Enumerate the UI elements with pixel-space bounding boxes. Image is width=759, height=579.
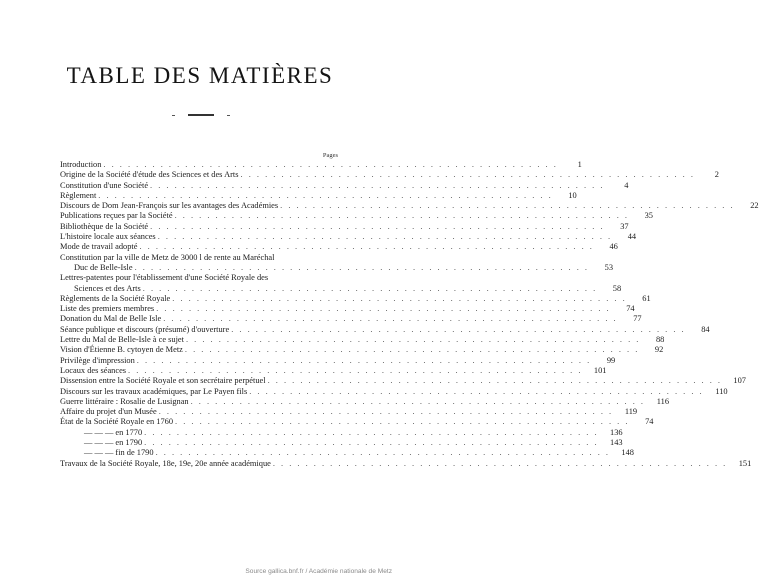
toc-leader-dots <box>137 242 593 252</box>
toc-leader-dots <box>239 170 695 180</box>
toc-entry <box>60 221 629 232</box>
toc-entry-label: Sciences et des Arts <box>74 283 141 293</box>
toc-entry-label: Discours sur les travaux académiques, par Le Payen fils <box>60 386 248 396</box>
toc-entry <box>60 396 670 407</box>
toc-entry-label: Privilège d'impression <box>60 355 135 365</box>
toc-entry-label: Discours de Dom Jean-François sur les avantages des Académies <box>60 201 279 211</box>
toc-entry-page: 92 <box>654 345 664 355</box>
toc-entry <box>60 180 629 191</box>
toc-entry-label: Lettre du Mal de Belle-Isle à ce sujet <box>60 335 184 345</box>
toc-leader-dots <box>278 201 734 211</box>
toc-entry-label: Lettres-patentes pour l'établissement d'une Société Royale des <box>60 273 269 283</box>
toc-entry-page: 1 <box>577 160 582 169</box>
toc-entry-page: 88 <box>655 335 665 345</box>
toc-entry-label: Règlement <box>60 190 97 200</box>
toc-entry-page: 99 <box>606 355 616 365</box>
toc-entry-page: 101 <box>593 365 607 375</box>
ornament-dot-right <box>227 115 230 116</box>
toc-entry <box>60 160 582 170</box>
toc-entry <box>60 345 664 355</box>
toc-entry-label: Vision d'Étienne B. cytoyen de Metz <box>60 345 183 355</box>
toc-entry-page: 37 <box>620 221 629 231</box>
toc-leader-dots <box>161 314 617 324</box>
toc-entry-label: Locaux des séances <box>60 365 127 375</box>
toc-entry <box>60 324 710 335</box>
toc-entry <box>60 201 759 211</box>
toc-entry <box>60 211 653 221</box>
source-footer: Source gallica.bnf.fr / Académie nationale de Metz <box>245 568 392 575</box>
toc-entry-label: Introduction <box>60 160 102 169</box>
toc-entry-page: 143 <box>610 438 623 448</box>
toc-entry-page: 84 <box>701 324 710 334</box>
toc-entry-page: 151 <box>738 458 752 468</box>
toc-leader-dots <box>154 448 610 458</box>
toc-leader-dots <box>229 325 685 335</box>
toc-entry <box>60 314 642 324</box>
toc-entry-page: 119 <box>624 407 638 417</box>
toc-entry-label: Duc de Belle-Isle <box>74 262 133 272</box>
toc-leader-dots <box>142 438 598 448</box>
toc-leader-dots <box>173 417 629 427</box>
toc-entry <box>60 253 340 263</box>
toc-leader-dots <box>141 284 597 294</box>
toc-entry-label: — — — en 1770 <box>84 427 143 437</box>
toc-entry <box>60 365 607 376</box>
toc-leader-dots <box>101 160 557 170</box>
toc-entry <box>60 417 654 427</box>
toc-entry-label: Affaire du projet d'un Musée <box>60 407 157 417</box>
toc-entry-label: Guerre littéraire : Rosalie de Lusignan <box>60 396 189 406</box>
toc-entry <box>60 386 728 397</box>
toc-leader-dots <box>148 181 604 191</box>
toc-entry <box>60 293 651 304</box>
toc-entry-label: Constitution par la ville de Metz de 3000 l de rente au Maréchal <box>60 252 275 262</box>
title-ornament <box>172 114 230 116</box>
toc-leader-dots <box>126 366 582 376</box>
toc-entry-label: Bibliothèque de la Société <box>60 221 149 231</box>
toc-entry-page: 46 <box>609 242 618 252</box>
toc-entry-page: 74 <box>626 304 635 314</box>
table-of-contents <box>60 160 759 469</box>
toc-entry <box>60 355 616 366</box>
toc-entry-label: Dissension entre la Société Royale et son secrétaire perpétuel <box>60 376 266 386</box>
toc-entry-page: 116 <box>656 396 670 406</box>
toc-entry <box>60 273 340 283</box>
pages-column-label: Pages <box>322 152 338 159</box>
toc-leader-dots <box>156 232 612 242</box>
toc-entry <box>60 407 638 417</box>
toc-entry-label: — — — en 1790 <box>84 438 143 448</box>
toc-entry-page: 58 <box>612 283 622 293</box>
toc-leader-dots <box>173 211 629 221</box>
ornament-rule <box>188 114 214 116</box>
page-title: TABLE DES MATIÈRES <box>66 63 334 88</box>
toc-entry-label: Séance publique et discours (présumé) d'ouverture <box>60 324 230 334</box>
toc-entry <box>60 304 635 314</box>
toc-entry <box>60 283 622 294</box>
toc-entry-label: — — — fin de 1790 <box>84 448 154 458</box>
toc-leader-dots <box>170 294 626 304</box>
toc-leader-dots <box>183 345 639 355</box>
toc-entry-page: 74 <box>645 417 654 427</box>
toc-entry <box>60 376 746 386</box>
toc-leader-dots <box>135 356 591 366</box>
toc-entry-label: Origine de la Société d'étude des Sciences et des Arts <box>60 170 239 180</box>
toc-leader-dots <box>247 387 703 397</box>
toc-entry-page: 44 <box>627 232 637 242</box>
toc-entry-label: Travaux de la Société Royale, 18e, 19e, 20e année académique <box>60 458 271 468</box>
toc-entry-label: Mode de travail adopté <box>60 242 138 252</box>
toc-leader-dots <box>148 222 604 232</box>
toc-entry <box>60 427 623 438</box>
toc-entry-label: État de la Société Royale en 1760 <box>60 417 174 427</box>
toc-entry <box>60 438 623 448</box>
toc-entry <box>60 190 577 201</box>
toc-entry-label: Liste des premiers membres <box>60 304 155 314</box>
toc-entry-page: 53 <box>604 262 614 272</box>
toc-entry-page: 35 <box>644 211 653 221</box>
toc-entry-page: 148 <box>621 448 634 458</box>
toc-leader-dots <box>133 263 589 273</box>
toc-entry-label: Constitution d'une Société <box>60 180 149 190</box>
toc-entry-label: Publications reçues par la Société <box>60 211 173 221</box>
toc-entry-page: 77 <box>633 314 642 324</box>
ornament-dot-left <box>172 115 175 116</box>
toc-entry <box>60 262 614 273</box>
toc-entry-label: Règlements de la Société Royale <box>60 293 171 303</box>
toc-entry-page: 61 <box>642 293 651 303</box>
toc-entry-page: 136 <box>610 427 623 437</box>
toc-leader-dots <box>142 428 598 438</box>
toc-entry <box>60 232 637 242</box>
toc-leader-dots <box>154 304 610 314</box>
toc-leader-dots <box>96 191 552 201</box>
toc-entry-page: 4 <box>624 180 629 190</box>
toc-leader-dots <box>271 459 727 469</box>
toc-leader-dots <box>266 376 722 386</box>
toc-entry-page: 22 <box>750 201 759 211</box>
toc-entry-page: 2 <box>714 170 719 180</box>
toc-entry-label: Donation du Mal de Belle Isle <box>60 314 162 324</box>
toc-entry <box>60 335 665 345</box>
toc-leader-dots <box>184 335 640 345</box>
toc-entry <box>60 448 634 458</box>
toc-entry <box>60 242 618 252</box>
toc-entry-page: 107 <box>733 376 746 386</box>
toc-entry-label: L'histoire locale aux séances <box>60 232 156 242</box>
toc-leader-dots <box>157 407 613 417</box>
toc-entry <box>60 458 752 469</box>
toc-entry <box>60 170 719 180</box>
toc-entry-page: 10 <box>568 190 577 200</box>
toc-leader-dots <box>189 397 645 407</box>
toc-entry-page: 110 <box>715 386 728 396</box>
